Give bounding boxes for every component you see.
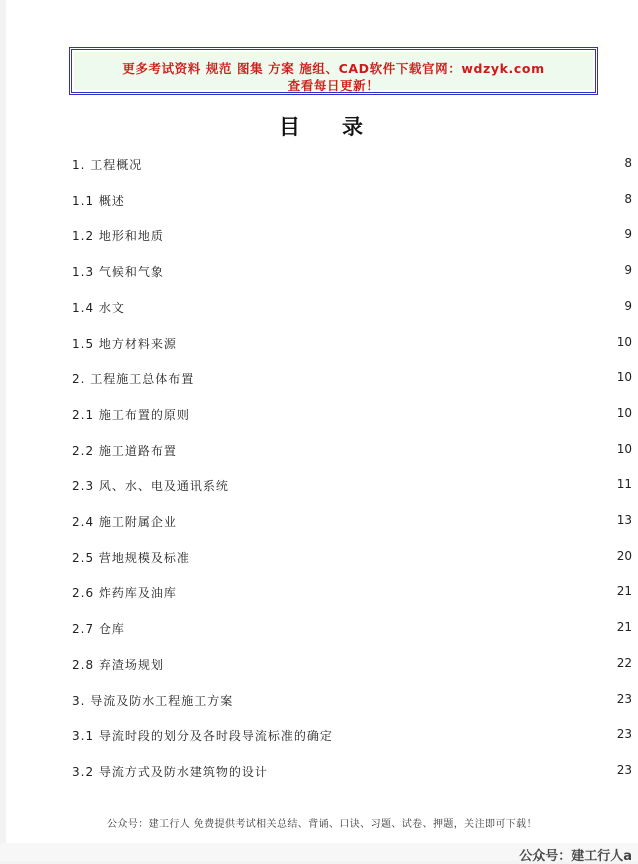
toc-entry-label: 2.4 施工附属企业: [72, 515, 177, 529]
toc-entry-page-number: 10: [616, 335, 632, 349]
toc-entry[interactable]: [72, 727, 632, 747]
toc-entry-label: 1.1 概述: [72, 194, 125, 208]
toc-entry[interactable]: [72, 692, 632, 712]
toc-entry[interactable]: [72, 656, 632, 676]
toc-entry[interactable]: [72, 620, 632, 640]
toc-entry-label: 2.8 弃渣场规划: [72, 658, 164, 672]
toc-entry-page-number: 10: [616, 370, 632, 384]
toc-entry[interactable]: [72, 584, 632, 604]
toc-entry[interactable]: [72, 335, 632, 355]
watermark-text: 公众号：建工行人a: [519, 849, 632, 864]
toc-entry-label: 1.5 地方材料来源: [72, 337, 177, 351]
toc-entry-label: 3.1 导流时段的划分及各时段导流标准的确定: [72, 729, 333, 743]
toc-entry-label: 3. 导流及防水工程施工方案: [72, 694, 234, 708]
toc-entry[interactable]: [72, 299, 632, 319]
toc-entry[interactable]: [72, 477, 632, 497]
toc-entry-page-number: 10: [616, 442, 632, 456]
toc-entry-page-number: 13: [616, 513, 632, 527]
toc-entry[interactable]: [72, 156, 632, 176]
toc-entry-label: 1.3 气候和气象: [72, 265, 164, 279]
toc-entry-page-number: 21: [616, 584, 632, 598]
toc-title-char-2: 录: [342, 115, 365, 139]
toc-entry-page-number: 8: [624, 192, 632, 206]
promo-banner[interactable]: [69, 47, 598, 95]
promo-banner-line1[interactable]: 更多考试资料 规范 图集 方案 施组、CAD软件下载官网：wdzyk.com: [122, 61, 545, 76]
toc-entry[interactable]: [72, 513, 632, 533]
promo-banner-line2: 查看每日更新！: [287, 78, 380, 93]
promo-banner-body: [74, 52, 593, 93]
toc-entry[interactable]: [72, 763, 632, 783]
toc-entry-label: 2.5 营地规模及标准: [72, 551, 190, 565]
toc-entry-label: 1.2 地形和地质: [72, 229, 164, 243]
toc-entry-label: 2.6 炸药库及油库: [72, 586, 177, 600]
toc-entry-page-number: 9: [624, 227, 632, 241]
toc-entry-page-number: 10: [616, 406, 632, 420]
toc-entry-label: 2.1 施工布置的原则: [72, 408, 190, 422]
toc-entry-page-number: 11: [616, 477, 632, 491]
toc-entry[interactable]: [72, 263, 632, 283]
toc-entry-label: 2.3 风、水、电及通讯系统: [72, 479, 229, 493]
footer-note: 公众号：建工行人 免费提供考试相关总结、背诵、口诀、习题、试卷、押题，关注即可下载！: [107, 819, 537, 830]
toc-entry-page-number: 22: [616, 656, 632, 670]
toc-entry-label: 2.2 施工道路布置: [72, 444, 177, 458]
document-page: [6, 0, 638, 861]
toc-entry-page-number: 20: [616, 549, 632, 563]
toc-entry[interactable]: [72, 370, 632, 390]
toc-entry[interactable]: [72, 227, 632, 247]
toc-entry-page-number: 8: [624, 156, 632, 170]
toc-title-char-1: 目: [279, 115, 302, 139]
toc-entry-label: 2. 工程施工总体布置: [72, 372, 195, 386]
toc-entry[interactable]: [72, 549, 632, 569]
toc-title: [6, 111, 638, 141]
toc-entry[interactable]: [72, 192, 632, 212]
toc-entry[interactable]: [72, 442, 632, 462]
toc-entry-page-number: 23: [616, 763, 632, 777]
toc-entry-page-number: 23: [616, 727, 632, 741]
toc-entry-page-number: 9: [624, 263, 632, 277]
toc-entry-page-number: 23: [616, 692, 632, 706]
toc-entry-page-number: 21: [616, 620, 632, 634]
toc-entry-label: 3.2 导流方式及防水建筑物的设计: [72, 765, 268, 779]
toc-entry-label: 1. 工程概况: [72, 158, 143, 172]
toc-entry-label: 2.7 仓库: [72, 622, 125, 636]
toc-entry-page-number: 9: [624, 299, 632, 313]
toc-entry[interactable]: [72, 406, 632, 426]
toc-entry-label: 1.4 水文: [72, 301, 125, 315]
